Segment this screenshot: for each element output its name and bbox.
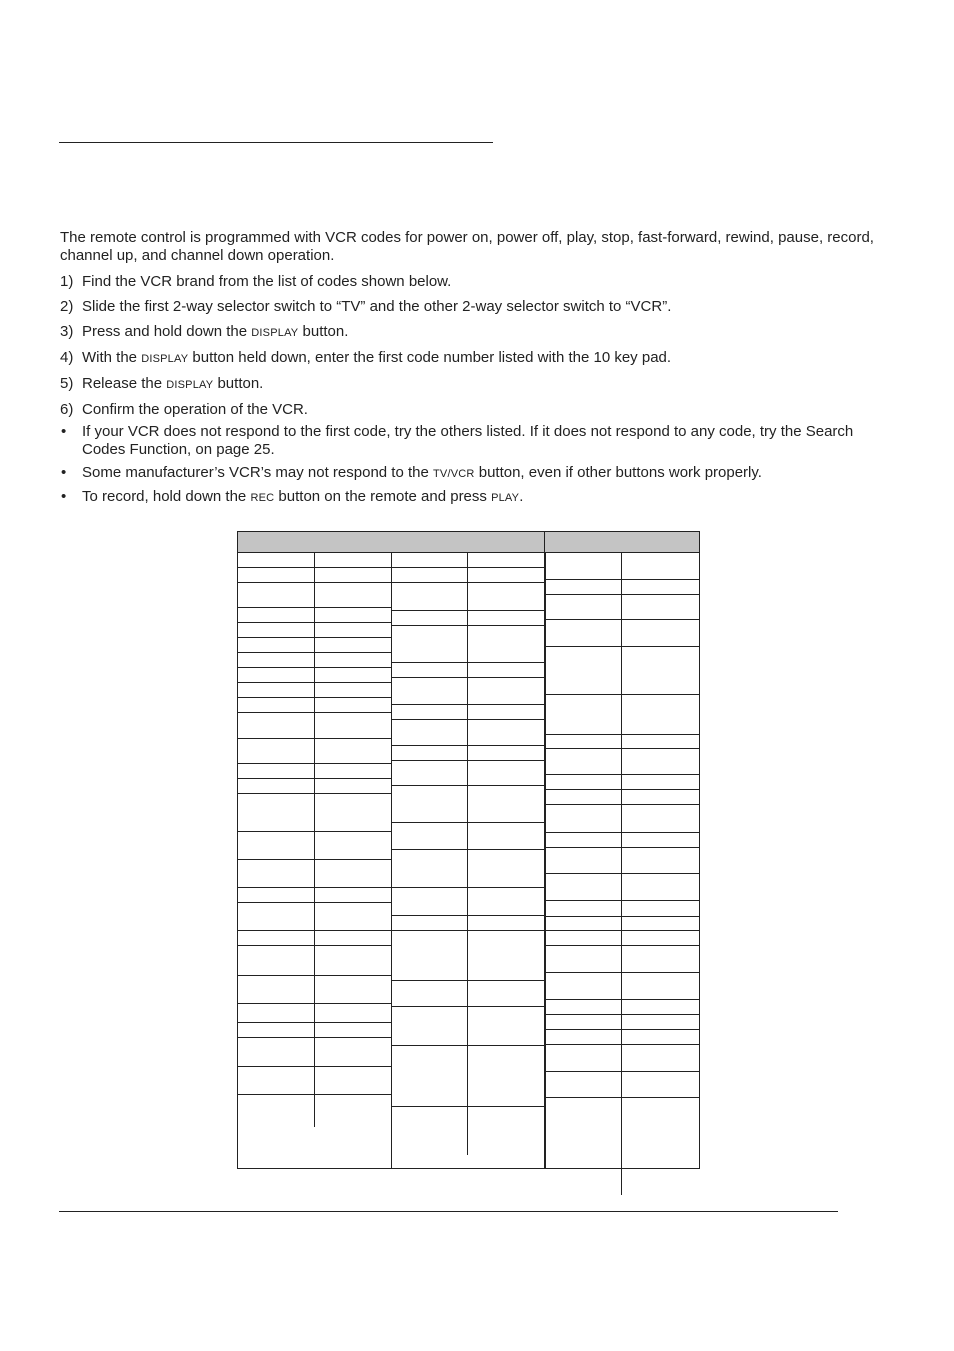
table-cell — [391, 720, 468, 745]
table-row — [238, 1004, 391, 1023]
notes-list — [60, 423, 890, 512]
step-text: button. — [213, 375, 264, 392]
table-row — [545, 749, 699, 775]
table-row — [545, 1015, 699, 1030]
table-row — [545, 1098, 699, 1195]
note-text: button, even if other buttons work properly. — [474, 464, 762, 481]
code-table-column — [391, 532, 546, 1168]
table-cell — [545, 874, 622, 900]
table-row — [545, 917, 699, 931]
table-row — [545, 1000, 699, 1015]
table-row — [238, 683, 391, 698]
table-cell — [545, 595, 622, 619]
table-row — [238, 739, 391, 764]
table-row — [238, 713, 391, 739]
tv-vcr-key-label: TV/VCR — [433, 468, 475, 480]
table-row — [238, 931, 391, 946]
table-cell — [238, 860, 315, 887]
table-cell — [238, 903, 315, 930]
table-cell — [545, 833, 622, 847]
step-text: button held down, enter the first code number listed with the 10 key pad. — [188, 349, 672, 366]
table-cell — [238, 608, 315, 622]
table-row — [238, 553, 391, 568]
table-cell — [238, 739, 315, 763]
step-text: Release the — [82, 375, 167, 392]
table-cell — [391, 663, 468, 677]
note-text: . — [519, 488, 524, 505]
step-text: Slide the first 2-way selector switch to “TV” and the other 2-way selector switch to “VCR”. — [82, 298, 672, 315]
note-item — [60, 423, 890, 459]
table-cell — [391, 1007, 468, 1045]
table-cell — [391, 916, 468, 930]
table-row — [238, 698, 391, 713]
note-text: button on the remote and press — [274, 488, 492, 505]
table-cell — [391, 786, 468, 822]
table-row — [238, 860, 391, 888]
table-row — [238, 668, 391, 683]
table-cell — [238, 946, 315, 975]
table-row — [238, 638, 391, 653]
table-row — [545, 946, 699, 973]
table-cell — [238, 794, 315, 831]
table-row — [391, 931, 544, 981]
table-cell — [391, 823, 468, 849]
table-cell — [238, 976, 315, 1003]
table-cell — [238, 553, 315, 567]
table-cell — [545, 553, 622, 579]
step-text: With the — [82, 349, 142, 366]
table-cell — [391, 611, 468, 625]
table-row — [238, 764, 391, 779]
table-row — [545, 973, 699, 1000]
table-row — [391, 1007, 544, 1046]
table-cell — [238, 1067, 315, 1094]
table-row — [391, 611, 544, 626]
bullet-icon: • — [61, 488, 67, 505]
play-key-label: PLAY — [491, 492, 520, 504]
table-cell — [238, 1095, 315, 1127]
table-row — [238, 946, 391, 976]
display-key-label: DISPLAY — [141, 353, 189, 365]
table-cell — [238, 888, 315, 902]
intro-paragraph: The remote control is programmed with VCR codes for power on, power off, play, stop, fast-forward, rewind, pause, record, channel up, and channel down operation. — [60, 229, 874, 264]
table-row — [545, 790, 699, 805]
step-number: 3) — [60, 323, 74, 340]
table-row — [545, 580, 699, 595]
table-row — [238, 779, 391, 794]
table-cell — [391, 568, 468, 582]
table-row — [238, 976, 391, 1004]
table-row — [545, 553, 699, 580]
table-cell — [238, 668, 315, 682]
step-number: 6) — [60, 401, 74, 418]
table-cell — [238, 1004, 315, 1022]
table-cell — [391, 931, 468, 980]
table-row — [238, 583, 391, 608]
table-cell — [238, 931, 315, 945]
table-cell — [545, 695, 622, 734]
table-row — [238, 1038, 391, 1067]
table-cell — [545, 1098, 622, 1195]
step-item — [60, 273, 900, 291]
step-number: 2) — [60, 298, 74, 315]
table-row — [238, 623, 391, 638]
table-cell — [545, 1000, 622, 1014]
table-cell — [545, 749, 622, 774]
step-item — [60, 298, 900, 316]
table-row — [545, 647, 699, 695]
step-number: 4) — [60, 349, 74, 366]
table-cell — [238, 638, 315, 652]
table-cell — [238, 623, 315, 637]
display-key-label: DISPLAY — [166, 379, 214, 391]
note-item — [60, 488, 890, 507]
table-cell — [238, 683, 315, 697]
table-cell — [391, 626, 468, 662]
table-row — [238, 1067, 391, 1095]
code-table-column-header — [391, 532, 544, 553]
table-cell — [545, 1015, 622, 1029]
table-cell — [545, 917, 622, 930]
table-cell — [238, 1023, 315, 1037]
table-row — [391, 916, 544, 931]
table-row — [238, 608, 391, 623]
table-cell — [391, 583, 468, 610]
step-text: Press and hold down the — [82, 323, 252, 340]
table-cell — [238, 698, 315, 712]
section-rule-top — [59, 142, 493, 143]
note-text: To record, hold down the — [82, 488, 251, 505]
table-cell — [238, 583, 315, 607]
table-row — [545, 848, 699, 874]
table-row — [545, 931, 699, 946]
step-number: 5) — [60, 375, 74, 392]
step-item — [60, 375, 900, 394]
table-row — [391, 626, 544, 663]
vcr-code-table — [237, 531, 700, 1169]
table-row — [391, 761, 544, 786]
code-table-column-header — [238, 532, 391, 553]
code-table-column — [238, 532, 392, 1168]
table-cell — [391, 746, 468, 760]
table-row — [391, 705, 544, 720]
table-row — [545, 595, 699, 620]
display-key-label: DISPLAY — [251, 327, 299, 339]
table-cell — [391, 981, 468, 1006]
page-footer-rule — [59, 1211, 838, 1212]
table-row — [391, 568, 544, 583]
table-cell — [545, 620, 622, 646]
table-cell — [391, 888, 468, 915]
table-row — [238, 653, 391, 668]
table-row — [238, 903, 391, 931]
table-cell — [545, 647, 622, 694]
table-row — [391, 888, 544, 916]
table-row — [238, 832, 391, 860]
table-row — [545, 1030, 699, 1045]
table-row — [545, 1045, 699, 1072]
table-row — [545, 1072, 699, 1098]
table-cell — [391, 1046, 468, 1106]
table-row — [238, 794, 391, 832]
table-row — [391, 1107, 544, 1155]
table-row — [238, 568, 391, 583]
code-table-column — [545, 532, 699, 1168]
step-text: Confirm the operation of the VCR. — [82, 401, 308, 418]
note-item — [60, 464, 890, 483]
code-table-column-header — [545, 532, 699, 553]
table-cell — [545, 775, 622, 789]
bullet-icon: • — [61, 423, 67, 440]
rec-key-label: REC — [250, 492, 275, 504]
step-text: Find the VCR brand from the list of codes shown below. — [82, 273, 452, 290]
table-row — [391, 823, 544, 850]
step-item — [60, 401, 900, 419]
steps-list — [60, 273, 900, 426]
table-row — [545, 805, 699, 833]
table-cell — [545, 805, 622, 832]
table-row — [391, 553, 544, 568]
table-cell — [238, 713, 315, 738]
table-cell — [238, 832, 315, 859]
table-row — [545, 833, 699, 848]
table-cell — [545, 735, 622, 748]
table-cell — [391, 553, 468, 567]
note-text: Some manufacturer’s VCR’s may not respond to the — [82, 464, 434, 481]
table-cell — [545, 1045, 622, 1071]
table-cell — [545, 946, 622, 972]
table-cell — [391, 761, 468, 785]
table-row — [238, 888, 391, 903]
table-cell — [545, 580, 622, 594]
table-cell — [545, 973, 622, 999]
table-cell — [391, 850, 468, 887]
table-row — [545, 775, 699, 790]
step-item — [60, 349, 900, 368]
table-row — [545, 874, 699, 901]
table-row — [545, 901, 699, 917]
table-row — [391, 746, 544, 761]
table-cell — [238, 1038, 315, 1066]
step-item — [60, 323, 900, 342]
step-number: 1) — [60, 273, 74, 290]
step-text: button. — [298, 323, 349, 340]
table-cell — [238, 653, 315, 667]
table-row — [391, 786, 544, 823]
table-row — [545, 620, 699, 647]
table-cell — [545, 901, 622, 916]
table-row — [545, 695, 699, 735]
bullet-icon: • — [61, 464, 67, 481]
table-row — [391, 981, 544, 1007]
table-cell — [545, 1072, 622, 1097]
table-row — [238, 1095, 391, 1127]
table-row — [545, 735, 699, 749]
table-cell — [545, 848, 622, 873]
table-row — [391, 1046, 544, 1107]
table-row — [391, 850, 544, 888]
note-text: If your VCR does not respond to the first code, try the others listed. If it does not respond to any code, try the Search Codes Function, on page 25. — [82, 423, 854, 458]
table-row — [391, 663, 544, 678]
table-cell — [238, 779, 315, 793]
table-cell — [391, 705, 468, 719]
table-cell — [391, 1107, 468, 1155]
table-cell — [391, 678, 468, 704]
table-cell — [238, 568, 315, 582]
table-cell — [238, 764, 315, 778]
table-row — [391, 678, 544, 705]
table-row — [391, 720, 544, 746]
table-cell — [545, 1030, 622, 1044]
table-row — [391, 583, 544, 611]
table-cell — [545, 931, 622, 945]
table-row — [238, 1023, 391, 1038]
table-cell — [545, 790, 622, 804]
